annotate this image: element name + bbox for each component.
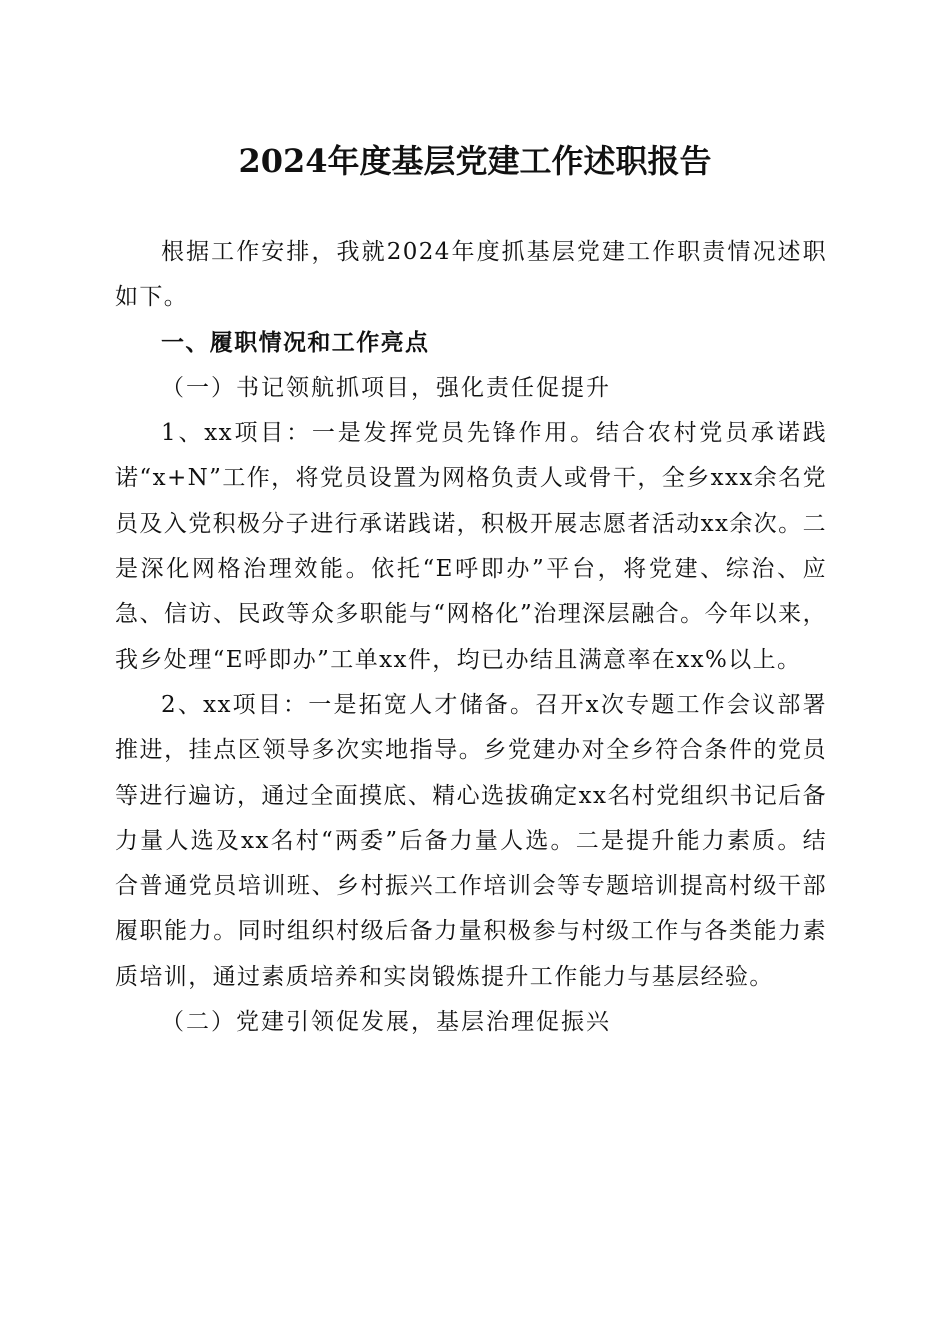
document-body [115,230,827,1045]
item-paragraph-1: 1、xx项目：一是发挥党员先锋作用。结合农村党员承诺践诺“x+N”工作，将党员设置为网格负责人或骨干，全乡xxx余名党员及入党积极分子进行承诺践诺，积极开展志愿者活动xx余次。二是深化网格治理效能。依托“E呼即办”平台，将党建、综治、应急、信访、民政等众多职能与“网格化”治理深层融合。今年以来，我乡处理“E呼即办”工单xx件，均已办结且满意率在xx%以上。 [115,420,827,673]
subsection-heading-1: （一）书记领航抓项目，强化责任促提升 [161,374,611,401]
section-heading-1: 一、履职情况和工作亮点 [161,329,430,356]
subsection-heading-2: （二）党建引领促发展，基层治理促振兴 [161,1009,611,1036]
document-title: 2024年度基层党建工作述职报告 [238,142,712,180]
item-paragraph-2: 2、xx项目：一是拓宽人才储备。召开x次专题工作会议部署推进，挂点区领导多次实地指导。乡党建办对全乡符合条件的党员等进行遍访，通过全面摸底、精心选拔确定xx名村党组织书记后备力量人选及xx名村“两委”后备力量人选。二是提升能力素质。结合普通党员培训班、乡村振兴工作培训会等专题培训提高村级干部履职能力。同时组织村级后备力量积极参与村级工作与各类能力素质培训，通过素质培养和实岗锻炼提升工作能力与基层经验。 [115,691,827,990]
intro-paragraph: 根据工作安排，我就2024年度抓基层党建工作职责情况述职如下。 [115,239,827,311]
